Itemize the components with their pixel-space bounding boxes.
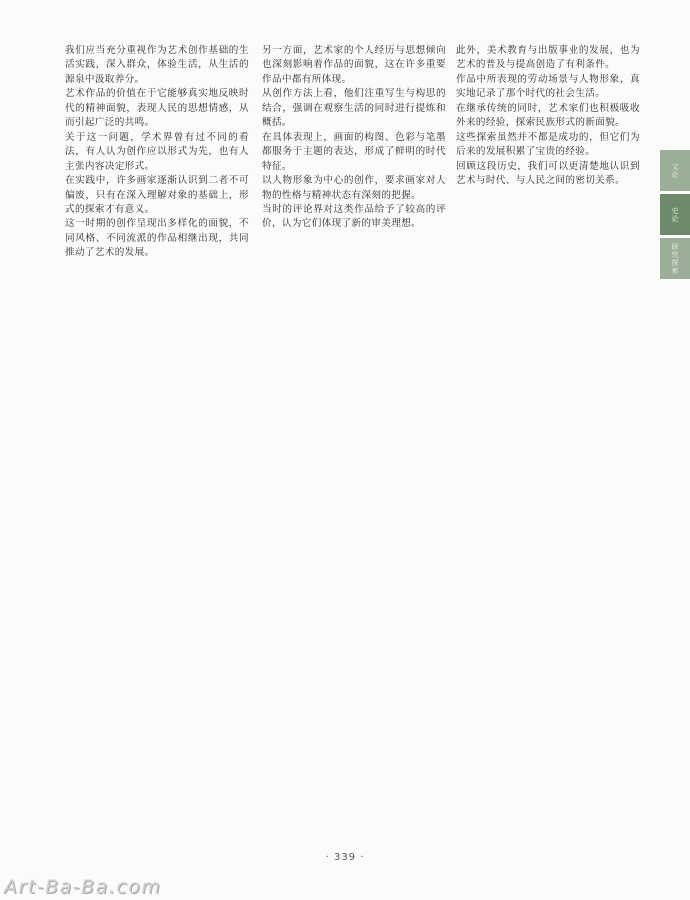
paragraph: 在实践中，许多画家逐渐认识到二者不可偏废，只有在深入理解对象的基础上，形式的探索才有意义。 — [65, 175, 249, 215]
paragraph: 在继承传统的同时，艺术家们也积极吸收外来的经验，探索民族形式的新面貌。 — [456, 102, 640, 129]
paragraph: 关于这一问题，学术界曾有过不同的看法，有人认为创作应以形式为先，也有人主张内容决定形式。 — [65, 131, 249, 172]
paragraph: 当时的评论界对这类作品给予了较高的评价，认为它们体现了新的审美理想。 — [262, 203, 446, 230]
paragraph: 此外，美术教育与出版事业的发展，也为艺术的普及与提高创造了有利条件。 — [456, 45, 640, 71]
paragraph: 另一方面，艺术家的个人经历与思想倾向也深刻影响着作品的面貌，这在许多重要作品中都有所体现。 — [262, 45, 446, 85]
paragraph: 以人物形象为中心的创作，要求画家对人物的性格与精神状态有深刻的把握。 — [262, 175, 446, 201]
text-column-2 — [262, 44, 446, 232]
paragraph: 这些探索虽然并不都是成功的，但它们为后来的发展积累了宝贵的经验。 — [456, 131, 640, 158]
paragraph: 回顾这段历史，我们可以更清楚地认识到艺术与时代、与人民之间的密切关系。 — [456, 160, 640, 187]
paragraph: 这一时期的创作呈现出多样化的面貌，不同风格、不同流派的作品相继出现，共同推动了艺术的发展。 — [65, 218, 249, 259]
watermark: Art-Ba-Ba.com — [4, 876, 162, 898]
page-number: · 339 · — [325, 852, 365, 863]
paragraph: 艺术作品的价值在于它能够真实地反映时代的精神面貌，表现人民的思想情感，从而引起广泛的共鸣。 — [65, 88, 249, 129]
side-tab: 史论 — [660, 194, 690, 235]
paragraph: 在具体表现上，画面的构图、色彩与笔墨都服务于主题的表达，形成了鲜明的时代特征。 — [262, 131, 446, 172]
paragraph: 作品中所表现的劳动场景与人物形象，真实地记录了那个时代的社会生活。 — [456, 73, 640, 100]
text-column-3 — [456, 44, 640, 189]
text-column-1 — [65, 44, 249, 261]
paragraph: 从创作方法上看，他们注重写生与构思的结合，强调在观察生活的同时进行提炼和概括。 — [262, 88, 446, 129]
side-tab: 文论 — [660, 150, 690, 191]
paragraph: 我们应当充分重视作为艺术创作基础的生活实践，深入群众，体验生活，从生活的源泉中汲取养分。 — [65, 45, 249, 85]
side-tab: 研究探索 — [660, 238, 690, 279]
side-section-tabs — [660, 150, 690, 279]
